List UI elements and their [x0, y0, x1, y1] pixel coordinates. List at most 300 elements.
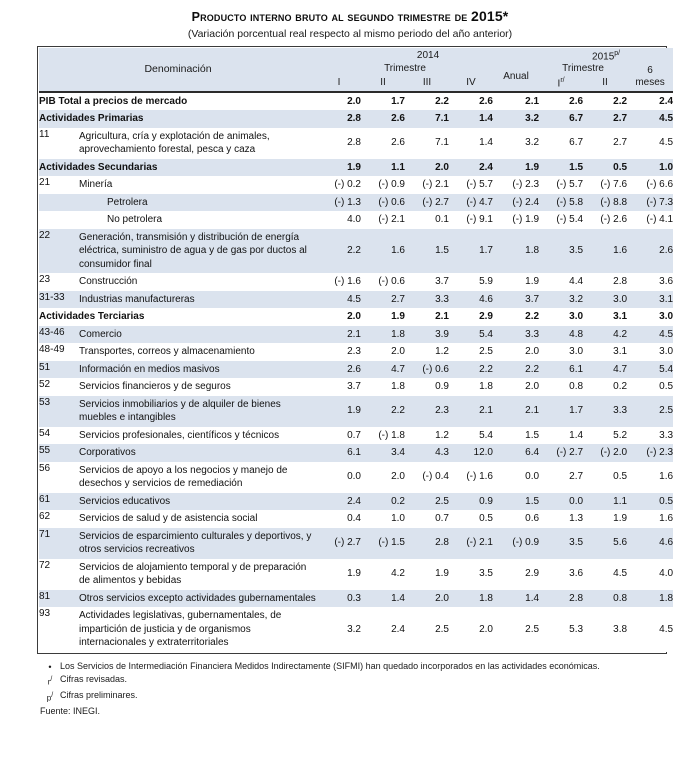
cell-value: (-) 0.6 — [405, 361, 449, 379]
cell-value: (-) 0.9 — [493, 528, 539, 559]
cell-value: 1.2 — [405, 427, 449, 445]
cell-value: 5.4 — [449, 427, 493, 445]
row-label: Petrolera — [79, 194, 317, 212]
cell-value: 2.2 — [449, 361, 493, 379]
header-seis-meses — [627, 63, 673, 91]
cell-value: 0.4 — [317, 510, 361, 528]
cell-value: 3.2 — [493, 110, 539, 128]
cell-value: 0.5 — [583, 159, 627, 177]
cell-value: 0.9 — [405, 378, 449, 396]
cell-value: 1.5 — [539, 159, 583, 177]
table-row — [39, 308, 673, 326]
cell-value: 1.9 — [493, 273, 539, 291]
cell-value: (-) 0.6 — [361, 273, 405, 291]
cell-value: 0.8 — [539, 378, 583, 396]
cell-value: (-) 7.6 — [583, 176, 627, 194]
row-label: No petrolera — [79, 211, 317, 229]
cell-value: 2.0 — [493, 378, 539, 396]
cell-value: 2.5 — [405, 493, 449, 511]
cell-value: 2.4 — [317, 493, 361, 511]
footnote-text: Cifras preliminares. — [60, 690, 138, 701]
cell-value: 1.9 — [317, 396, 361, 427]
cell-value: (-) 0.6 — [361, 194, 405, 212]
cell-value: (-) 4.1 — [627, 211, 673, 229]
cell-value: 4.0 — [627, 559, 673, 590]
cell-value: (-) 2.4 — [493, 194, 539, 212]
cell-value: 5.4 — [449, 326, 493, 344]
cell-value: 7.1 — [405, 110, 449, 128]
cell-value: (-) 5.4 — [539, 211, 583, 229]
table-row — [39, 493, 673, 511]
cell-value: 4.2 — [361, 559, 405, 590]
cell-value: 1.4 — [493, 590, 539, 608]
row-label: Corporativos — [79, 444, 317, 462]
row-code — [39, 194, 79, 212]
cell-value: 1.9 — [583, 510, 627, 528]
cell-value: (-) 8.8 — [583, 194, 627, 212]
footnote-text: Cifras revisadas. — [60, 674, 128, 685]
table-row — [39, 396, 673, 427]
cell-value: 2.5 — [493, 607, 539, 652]
header-q1-2015-text: I — [557, 78, 561, 90]
table-row — [39, 378, 673, 396]
cell-value: 4.5 — [627, 128, 673, 159]
cell-value: 1.1 — [583, 493, 627, 511]
cell-value: 4.7 — [361, 361, 405, 379]
cell-value: 2.8 — [405, 528, 449, 559]
cell-value: (-) 1.9 — [493, 211, 539, 229]
source-text: Fuente: INEGI. — [40, 706, 101, 717]
cell-value: 1.0 — [361, 510, 405, 528]
cell-value: 1.1 — [361, 159, 405, 177]
cell-value: 3.0 — [627, 308, 673, 326]
row-label: Construcción — [79, 273, 317, 291]
row-code: 55 — [39, 444, 79, 462]
cell-value: 0.7 — [405, 510, 449, 528]
cell-value: 1.5 — [405, 229, 449, 274]
row-code — [39, 211, 79, 229]
cell-value: 12.0 — [449, 444, 493, 462]
header-q3-2014: III — [405, 75, 449, 91]
cell-value: 2.9 — [449, 308, 493, 326]
pib-table — [39, 48, 673, 652]
row-label: Servicios profesionales, científicos y técnicos — [79, 427, 317, 445]
footnote-item — [40, 689, 670, 705]
cell-value: 1.6 — [361, 229, 405, 274]
cell-value: (-) 2.1 — [361, 211, 405, 229]
row-code: 21 — [39, 176, 79, 194]
cell-value: 4.5 — [627, 607, 673, 652]
cell-value: 1.7 — [449, 229, 493, 274]
cell-value: 2.0 — [317, 92, 361, 111]
row-label: Generación, transmisión y distribución de energía eléctrica, suministro de agua y de gas por ductos al consumidor final — [79, 229, 317, 274]
cell-value: 2.0 — [361, 462, 405, 493]
cell-value: 3.7 — [405, 273, 449, 291]
cell-value: 1.9 — [493, 159, 539, 177]
cell-value: 0.0 — [539, 493, 583, 511]
cell-value: 2.0 — [361, 343, 405, 361]
cell-value: 2.0 — [493, 343, 539, 361]
cell-value: 3.2 — [317, 607, 361, 652]
cell-value: 1.8 — [493, 229, 539, 274]
row-code: 52 — [39, 378, 79, 396]
cell-value: 6.7 — [539, 110, 583, 128]
cell-value: 3.2 — [493, 128, 539, 159]
row-code: 22 — [39, 229, 79, 274]
header-year-2015 — [539, 48, 673, 63]
cell-value: 1.5 — [493, 493, 539, 511]
cell-value: (-) 0.4 — [405, 462, 449, 493]
cell-value: 2.7 — [583, 128, 627, 159]
cell-value: 1.4 — [361, 590, 405, 608]
cell-value: 0.0 — [317, 462, 361, 493]
row-label: Agricultura, cría y explotación de animales, aprovechamiento forestal, pesca y caza — [79, 128, 317, 159]
cell-value: 4.5 — [627, 326, 673, 344]
footnote-item — [40, 673, 670, 689]
cell-value: (-) 1.3 — [317, 194, 361, 212]
table-row — [39, 361, 673, 379]
cell-value: 3.9 — [405, 326, 449, 344]
cell-value: 1.3 — [539, 510, 583, 528]
cell-value: 3.0 — [583, 291, 627, 309]
header-q2-2014: II — [361, 75, 405, 91]
cell-value: 3.0 — [539, 343, 583, 361]
cell-value: 3.0 — [539, 308, 583, 326]
cell-value: 1.8 — [449, 590, 493, 608]
table-row — [39, 194, 673, 212]
table-row — [39, 343, 673, 361]
cell-value: 6.1 — [317, 444, 361, 462]
table-row — [39, 528, 673, 559]
row-code: 61 — [39, 493, 79, 511]
cell-value: 2.0 — [449, 607, 493, 652]
table-row — [39, 273, 673, 291]
cell-value: 4.7 — [583, 361, 627, 379]
cell-value: 2.6 — [539, 92, 583, 111]
row-label: Actividades Primarias — [39, 110, 317, 128]
table-body — [39, 92, 673, 652]
cell-value: 7.1 — [405, 128, 449, 159]
cell-value: (-) 6.6 — [627, 176, 673, 194]
cell-value: 2.1 — [449, 396, 493, 427]
cell-value: (-) 2.1 — [449, 528, 493, 559]
footnote-item — [40, 660, 670, 674]
cell-value: 3.7 — [317, 378, 361, 396]
cell-value: (-) 2.1 — [405, 176, 449, 194]
cell-value: 6.7 — [539, 128, 583, 159]
cell-value: 2.8 — [539, 590, 583, 608]
cell-value: 1.6 — [627, 462, 673, 493]
cell-value: 1.9 — [361, 308, 405, 326]
table-row — [39, 462, 673, 493]
cell-value: 0.0 — [493, 462, 539, 493]
cell-value: (-) 1.6 — [317, 273, 361, 291]
cell-value: 2.2 — [583, 92, 627, 111]
row-label: Actividades Terciarias — [39, 308, 317, 326]
cell-value: 3.6 — [627, 273, 673, 291]
cell-value: 3.2 — [539, 291, 583, 309]
footnote-marker: p/ — [46, 692, 54, 703]
row-label: Información en medios masivos — [79, 361, 317, 379]
cell-value: 3.1 — [583, 343, 627, 361]
header-trimestre-2015: Trimestre — [539, 63, 627, 75]
cell-value: 2.6 — [627, 229, 673, 274]
row-code: 31-33 — [39, 291, 79, 309]
row-code: 11 — [39, 128, 79, 159]
cell-value: 1.7 — [539, 396, 583, 427]
header-meses: meses — [635, 76, 665, 88]
cell-value: (-) 2.7 — [539, 444, 583, 462]
cell-value: 2.2 — [493, 361, 539, 379]
row-label: Actividades Secundarias — [39, 159, 317, 177]
cell-value: (-) 2.6 — [583, 211, 627, 229]
row-label: Servicios inmobiliarios y de alquiler de bienes muebles e intangibles — [79, 396, 317, 427]
cell-value: 0.5 — [583, 462, 627, 493]
footnote-text: Los Servicios de Intermediación Financiera Medidos Indirectamente (SIFMI) han quedado incorporados en las actividades económicas. — [60, 660, 600, 671]
table-row — [39, 326, 673, 344]
cell-value: 2.3 — [405, 396, 449, 427]
table-row — [39, 110, 673, 128]
cell-value: 2.5 — [449, 343, 493, 361]
table-row — [39, 159, 673, 177]
page-subtitle: (Variación porcentual real respecto al mismo periodo del año anterior) — [187, 28, 513, 40]
cell-value: 2.2 — [405, 92, 449, 111]
header-q1-2014: I — [317, 75, 361, 91]
cell-value: 1.8 — [361, 326, 405, 344]
cell-value: 5.3 — [539, 607, 583, 652]
cell-value: 2.9 — [493, 559, 539, 590]
page-title-text: Producto interno bruto al segundo trimestre de — [191, 10, 472, 24]
table-row — [39, 559, 673, 590]
cell-value: (-) 2.7 — [317, 528, 361, 559]
table-row — [39, 291, 673, 309]
cell-value: 3.3 — [627, 427, 673, 445]
cell-value: 2.1 — [493, 92, 539, 111]
page-title-year: 2015* — [471, 8, 509, 24]
table-row — [39, 128, 673, 159]
row-label: PIB Total a precios de mercado — [39, 92, 317, 111]
cell-value: 3.5 — [539, 229, 583, 274]
cell-value: 0.8 — [583, 590, 627, 608]
cell-value: 2.6 — [449, 92, 493, 111]
cell-value: 0.3 — [317, 590, 361, 608]
cell-value: 4.5 — [317, 291, 361, 309]
row-code: 51 — [39, 361, 79, 379]
cell-value: 5.9 — [449, 273, 493, 291]
table-row — [39, 444, 673, 462]
row-label: Otros servicios excepto actividades gubernamentales — [79, 590, 317, 608]
footnote-marker: r/ — [47, 676, 53, 687]
cell-value: 6.4 — [493, 444, 539, 462]
row-label: Transportes, correos y almacenamiento — [79, 343, 317, 361]
cell-value: 1.4 — [449, 128, 493, 159]
cell-value: 3.5 — [449, 559, 493, 590]
cell-value: (-) 2.3 — [627, 444, 673, 462]
row-label: Servicios de esparcimiento culturales y deportivos, y otros servicios recreativos — [79, 528, 317, 559]
cell-value: 3.3 — [583, 396, 627, 427]
row-code: 81 — [39, 590, 79, 608]
table-header — [39, 48, 673, 92]
cell-value: 2.6 — [361, 110, 405, 128]
row-code: 93 — [39, 607, 79, 652]
row-code: 56 — [39, 462, 79, 493]
cell-value: (-) 5.7 — [449, 176, 493, 194]
cell-value: 2.8 — [317, 110, 361, 128]
cell-value: 0.5 — [449, 510, 493, 528]
cell-value: 2.7 — [539, 462, 583, 493]
cell-value: 1.4 — [539, 427, 583, 445]
header-year-2014: 2014 — [317, 48, 539, 63]
cell-value: (-) 7.3 — [627, 194, 673, 212]
footnote-marker: • — [48, 661, 52, 672]
cell-value: 1.6 — [627, 510, 673, 528]
cell-value: 4.5 — [583, 559, 627, 590]
cell-value: 3.7 — [493, 291, 539, 309]
cell-value: 2.1 — [493, 396, 539, 427]
cell-value: 1.7 — [361, 92, 405, 111]
cell-value: 0.2 — [361, 493, 405, 511]
header-q1-2015-sup: r/ — [560, 77, 565, 85]
header-year-2015-text: 2015 — [592, 51, 615, 63]
cell-value: 2.5 — [405, 607, 449, 652]
cell-value: 2.2 — [493, 308, 539, 326]
cell-value: 4.6 — [449, 291, 493, 309]
header-trimestre-2014: Trimestre — [317, 63, 493, 75]
cell-value: 3.4 — [361, 444, 405, 462]
cell-value: 4.4 — [539, 273, 583, 291]
cell-value: (-) 1.5 — [361, 528, 405, 559]
row-label: Industrias manufactureras — [79, 291, 317, 309]
row-code: 71 — [39, 528, 79, 559]
header-row-1 — [39, 48, 673, 63]
cell-value: 1.8 — [361, 378, 405, 396]
cell-value: 3.5 — [539, 528, 583, 559]
cell-value: 1.9 — [317, 559, 361, 590]
cell-value: 0.5 — [627, 378, 673, 396]
row-label: Comercio — [79, 326, 317, 344]
cell-value: 2.8 — [317, 128, 361, 159]
header-q1-2015 — [539, 75, 583, 91]
cell-value: 1.6 — [583, 229, 627, 274]
cell-value: (-) 9.1 — [449, 211, 493, 229]
header-anual: Anual — [493, 63, 539, 91]
table-row — [39, 92, 673, 111]
row-code: 43-46 — [39, 326, 79, 344]
table-row — [39, 211, 673, 229]
table-row — [39, 510, 673, 528]
footnotes — [40, 660, 670, 718]
cell-value: 3.1 — [627, 291, 673, 309]
cell-value: 3.8 — [583, 607, 627, 652]
cell-value: 2.0 — [317, 308, 361, 326]
row-code: 53 — [39, 396, 79, 427]
row-code: 54 — [39, 427, 79, 445]
table-row — [39, 176, 673, 194]
cell-value: 6.1 — [539, 361, 583, 379]
cell-value: (-) 0.2 — [317, 176, 361, 194]
cell-value: (-) 0.9 — [361, 176, 405, 194]
cell-value: (-) 5.8 — [539, 194, 583, 212]
row-label: Servicios de salud y de asistencia social — [79, 510, 317, 528]
row-code: 62 — [39, 510, 79, 528]
cell-value: 4.8 — [539, 326, 583, 344]
cell-value: 4.3 — [405, 444, 449, 462]
cell-value: 3.6 — [539, 559, 583, 590]
cell-value: (-) 4.7 — [449, 194, 493, 212]
cell-value: 5.6 — [583, 528, 627, 559]
cell-value: 3.3 — [405, 291, 449, 309]
row-label: Servicios de alojamiento temporal y de preparación de alimentos y bebidas — [79, 559, 317, 590]
page-title — [0, 9, 700, 25]
cell-value: 0.9 — [449, 493, 493, 511]
row-label: Servicios educativos — [79, 493, 317, 511]
cell-value: 0.2 — [583, 378, 627, 396]
cell-value: 3.0 — [627, 343, 673, 361]
cell-value: 1.0 — [627, 159, 673, 177]
cell-value: 1.2 — [405, 343, 449, 361]
row-label: Servicios financieros y de seguros — [79, 378, 317, 396]
row-code: 72 — [39, 559, 79, 590]
table-row — [39, 427, 673, 445]
cell-value: 4.6 — [627, 528, 673, 559]
cell-value: 1.9 — [405, 559, 449, 590]
cell-value: 2.6 — [361, 128, 405, 159]
cell-value: (-) 2.0 — [583, 444, 627, 462]
header-denominacion: Denominación — [39, 48, 317, 92]
cell-value: 2.0 — [405, 590, 449, 608]
cell-value: 5.2 — [583, 427, 627, 445]
cell-value: 2.4 — [361, 607, 405, 652]
cell-value: 1.4 — [449, 110, 493, 128]
title-block — [0, 0, 700, 41]
cell-value: 3.3 — [493, 326, 539, 344]
header-q4-2014: IV — [449, 75, 493, 91]
header-q2-2015: II — [583, 75, 627, 91]
cell-value: 2.6 — [317, 361, 361, 379]
table-row — [39, 607, 673, 652]
cell-value: 0.5 — [627, 493, 673, 511]
cell-value: 0.7 — [317, 427, 361, 445]
row-label: Servicios de apoyo a los negocios y manejo de desechos y servicios de remediación — [79, 462, 317, 493]
cell-value: 5.4 — [627, 361, 673, 379]
cell-value: 2.8 — [583, 273, 627, 291]
cell-value: 0.1 — [405, 211, 449, 229]
cell-value: 4.2 — [583, 326, 627, 344]
cell-value: 3.1 — [583, 308, 627, 326]
cell-value: 2.1 — [405, 308, 449, 326]
cell-value: (-) 2.7 — [405, 194, 449, 212]
header-seis: 6 — [647, 64, 653, 76]
header-year-2015-sup: p/ — [614, 50, 621, 57]
row-code: 48-49 — [39, 343, 79, 361]
cell-value: 2.7 — [583, 110, 627, 128]
row-label: Minería — [79, 176, 317, 194]
cell-value: (-) 5.7 — [539, 176, 583, 194]
cell-value: 2.2 — [361, 396, 405, 427]
cell-value: (-) 2.3 — [493, 176, 539, 194]
cell-value: 2.1 — [317, 326, 361, 344]
cell-value: 1.9 — [317, 159, 361, 177]
cell-value: (-) 1.8 — [361, 427, 405, 445]
table-row — [39, 229, 673, 274]
cell-value: 1.8 — [627, 590, 673, 608]
cell-value: 2.4 — [627, 92, 673, 111]
cell-value: 0.6 — [493, 510, 539, 528]
cell-value: 2.2 — [317, 229, 361, 274]
cell-value: 2.7 — [361, 291, 405, 309]
row-label: Actividades legislativas, gubernamentales, de impartición de justicia y de organismos internacionales y extraterritoriales — [79, 607, 317, 652]
table-frame — [37, 46, 674, 654]
